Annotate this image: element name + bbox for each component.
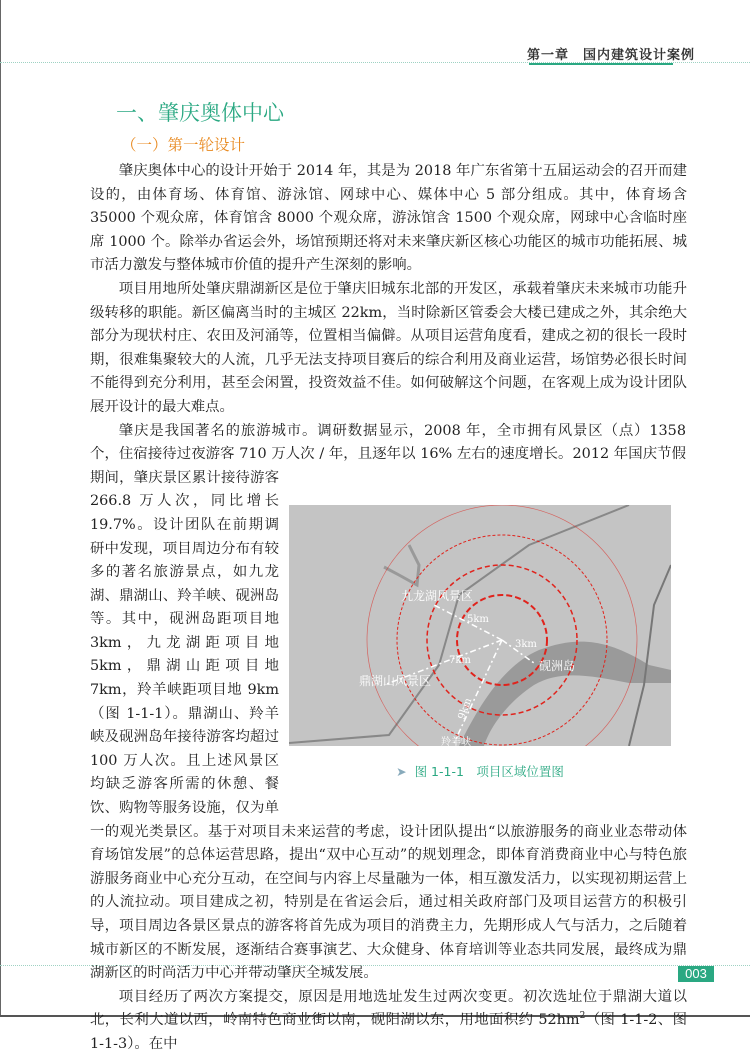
- label-lingyang: 羚羊峡: [441, 736, 471, 746]
- footer-divider: [0, 965, 750, 966]
- river: [459, 638, 671, 745]
- regional-map: [289, 505, 671, 746]
- section-title: 一、肇庆奥体中心: [116, 101, 284, 125]
- label-7km: 7km: [449, 654, 471, 666]
- label-yanzhou: 砚洲岛: [539, 658, 576, 673]
- map-graphic: [289, 505, 671, 746]
- paragraph-tail: （图 1-1-2、图 1-1-3）。在中: [90, 1012, 687, 1052]
- paragraph: 肇庆是我国著名的旅游城市。调研数据显示，2008 年，全市拥有风景区（点）1358 个，住宿接待过夜游客 710 万人次 / 年，且逐年以 16% 左右的速度增长。2012 年国庆节假期间，肇庆景区累计接待游客 266.8 万人次，同比增长 19.7%。设计团队在前期调研中发现，项目周边分布有较多的著名旅游景点，如九龙湖、鼎湖山、羚羊峡、砚洲岛等。其中，砚洲岛距项目地 3km，九龙湖距项目地 5km，鼎湖山距项目地 7km，羚羊峡距项目地 9km（图 1-1-1）。鼎湖山、羚羊峡及砚洲岛年接待游客均超过 100 万人次。且上述风景区均缺乏游客所需的休憩、餐饮、购物等服务设施，仅为单一的观光类景区。基于对项目未来运营的考虑，设计团队提出“以旅游服务的商业业态带动体育场馆发展”的总体运营思路，提出“双中心互动”的规划理念，即体育消费商业中心与特色旅游服务商业中心充分互动，在空间与内容上尽量融为一体，相互激发活力，以实现初期运营上的人流拉动。项目建成之初，特别是在省运会后，通过相关政府部门及项目运营方的积极引导，项目周边各景区景点的游客将首先成为项目的消费主力，先期形成人气与活力，之后随着城市新区的不断发展，逐渐结合赛事演艺、大众健身、体育培训等业态共同发展，最终成为鼎湖新区的时尚活力中心并带动肇庆全城发展。: [90, 422, 687, 982]
- paragraph-last: [90, 986, 687, 1057]
- paragraph-text: 项目经历了两次方案提交，原因是用地选址发生过两次变更。初次选址位于鼎湖大道以北，长利大道以西，岭南特色商业街以南，砚阳湖以东，用地面积约 52hm: [90, 988, 687, 1029]
- figure-caption: [287, 760, 673, 784]
- label-9km: 9km: [456, 696, 475, 721]
- figure-location-map: [287, 488, 687, 819]
- superscript: 2: [579, 1011, 586, 1022]
- subsection-title: （一）第一轮设计: [121, 136, 246, 154]
- header-divider: [0, 62, 750, 63]
- highway: [629, 565, 671, 746]
- header-underline: [529, 63, 673, 65]
- label-3km: 3km: [515, 638, 537, 650]
- caption-arrow-icon: ➤: [396, 763, 407, 779]
- paragraph: 肇庆奥体中心的设计开始于 2014 年，其是为 2018 年广东省第十五届运动会的召开而建设的，由体育场、体育馆、游泳馆、网球中心、媒体中心 5 部分组成。其中，体育场含 35000 个观众席，体育馆含 8000 个观众席，游泳馆含 1500 个观众席，网球中心含临时座席 1000 个。除举办省运会外，场馆预期还将对未来肇庆新区核心功能区的城市功能拓展、城市活力激发与整体城市价值的提升产生深刻的影响。: [90, 163, 687, 274]
- page-number: 003: [678, 966, 714, 982]
- paragraph: 项目用地所处肇庆鼎湖新区是位于肇庆旧城东北部的开发区，承载着肇庆未来城市功能升级转移的职能。新区偏离当时的主城区 22km，当时除新区管委会大楼已建成之外，其余绝大部分为现状村庄、农田及河涌等，位置相当偏僻。从项目运营角度看，建成之初的很长一段时期，很难集聚较大的人流，几乎无法支持项目赛后的综合利用及商业运营，场馆势必很长时间不能得到充分利用，甚至会闲置，投资效益不佳。如何破解这个问题，在客观上成为设计团队展开设计的最大难点。: [90, 280, 687, 415]
- lake: [384, 545, 419, 585]
- page-border-left: [0, 0, 1, 1016]
- body-text: [90, 160, 687, 1057]
- running-header: 第一章 国内建筑设计案例: [527, 48, 696, 63]
- label-jiulong: 九龙湖风景区: [401, 588, 474, 603]
- label-dinghu: 鼎湖山风景区: [359, 673, 432, 688]
- caption-text: 图 1-1-1 项目区域位置图: [414, 763, 564, 779]
- label-5km: 5km: [467, 613, 489, 625]
